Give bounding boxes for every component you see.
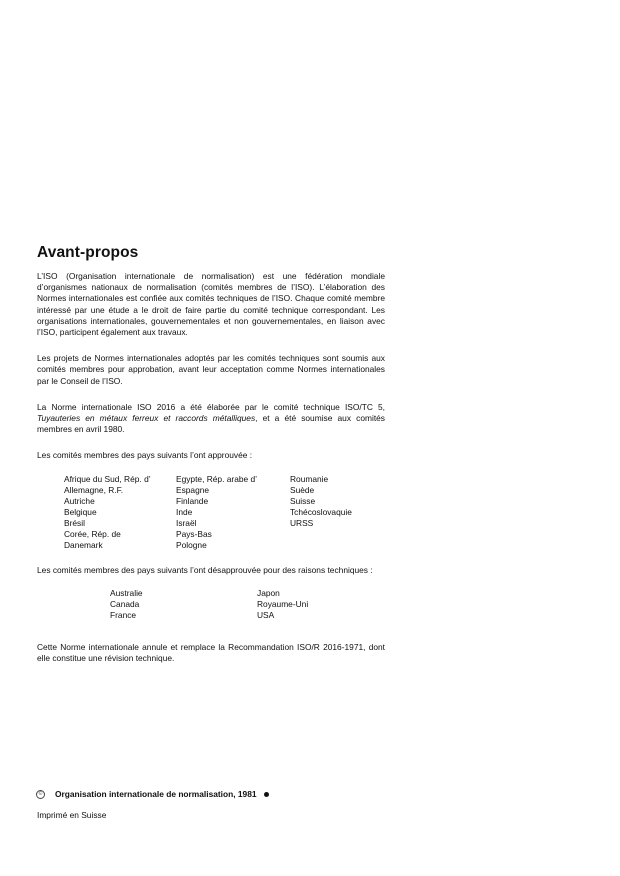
disapproved-col-2: [257, 588, 308, 621]
country-item: Pologne: [176, 539, 207, 550]
country-item: Australie: [110, 587, 143, 598]
paragraph-iso-2016-start: La Norme internationale ISO 2016 a été élaborée par le comité technique ISO/TC 5,: [37, 401, 385, 412]
country-item: Afrique du Sud, Rép. d’: [64, 473, 151, 484]
country-item: Suisse: [290, 495, 316, 506]
approved-countries: [37, 474, 385, 552]
paragraph-iso-intro: L’ISO (Organisation internationale de normalisation) est une fédération mondiale d’organismes nationaux de normalisation (comités membres de l’ISO). L’élaboration des Normes internationales est confiée aux comités techniques de l’ISO. Chaque comité membre intéressé par une étude a le droit de faire partie du comité technique correspondant. Les organisations internationales, gouvernementales et non gouvernementales, en liaison avec l’ISO, participent également aux travaux.: [37, 271, 385, 338]
country-item: Brésil: [64, 517, 85, 528]
paragraph-iso-2016: [37, 402, 385, 436]
country-item: France: [110, 609, 137, 620]
country-item: Tchécoslovaquie: [290, 506, 352, 517]
copyright-organisation: Organisation internationale de normalisation, 1981: [55, 789, 257, 799]
country-item: Canada: [110, 598, 140, 609]
paragraph-disapproved-intro: Les comités membres des pays suivants l’ont désapprouvée pour des raisons techniques :: [37, 564, 373, 575]
country-item: Israël: [176, 517, 197, 528]
page-title: Avant-propos: [37, 244, 139, 261]
committee-title: Tuyauteries en métaux ferreux et raccords métalliques: [37, 413, 256, 424]
paragraph-approved-intro: Les comités membres des pays suivants l’ont approuvée :: [37, 450, 253, 461]
country-item: Egypte, Rép. arabe d’: [176, 473, 258, 484]
paragraph-revision: Cette Norme internationale annule et remplace la Recommandation ISO/R 2016-1971, dont elle constitue une révision technique.: [37, 641, 385, 664]
approved-col-3: [290, 474, 352, 529]
approved-col-1: [64, 474, 151, 551]
country-item: Royaume-Uni: [257, 598, 309, 609]
disapproved-col-1: [110, 588, 143, 621]
copyright-icon: ©: [36, 790, 45, 799]
country-item: Pays-Bas: [176, 528, 212, 539]
country-item: Suède: [290, 484, 315, 495]
country-item: Belgique: [64, 506, 97, 517]
country-item: Allemagne, R.F.: [64, 484, 124, 495]
disapproved-countries: [37, 588, 385, 628]
approved-col-2: [176, 474, 257, 551]
country-item: Inde: [176, 506, 193, 517]
country-item: Corée, Rép. de: [64, 528, 121, 539]
country-item: Autriche: [64, 495, 95, 506]
paragraph-draft-standards: Les projets de Normes internationales adoptés par les comités techniques sont soumis aux comités membres pour approbation, avant leur acceptation comme Normes internationales par le Conseil de l’ISO.: [37, 353, 385, 386]
country-item: Danemark: [64, 539, 103, 550]
country-item: URSS: [290, 517, 314, 528]
country-item: Finlande: [176, 495, 209, 506]
country-item: USA: [257, 609, 275, 620]
country-item: Japon: [257, 587, 280, 598]
foreword-section: [37, 244, 385, 679]
country-item: Espagne: [176, 484, 210, 495]
printed-in: Imprimé en Suisse: [37, 810, 107, 820]
bullet-icon: [264, 792, 269, 797]
country-item: Roumanie: [290, 473, 329, 484]
copyright-footer: [36, 789, 269, 799]
paragraph-iso-2016-end: , et a été soumise aux comités membres en avril 1980.: [37, 413, 385, 435]
